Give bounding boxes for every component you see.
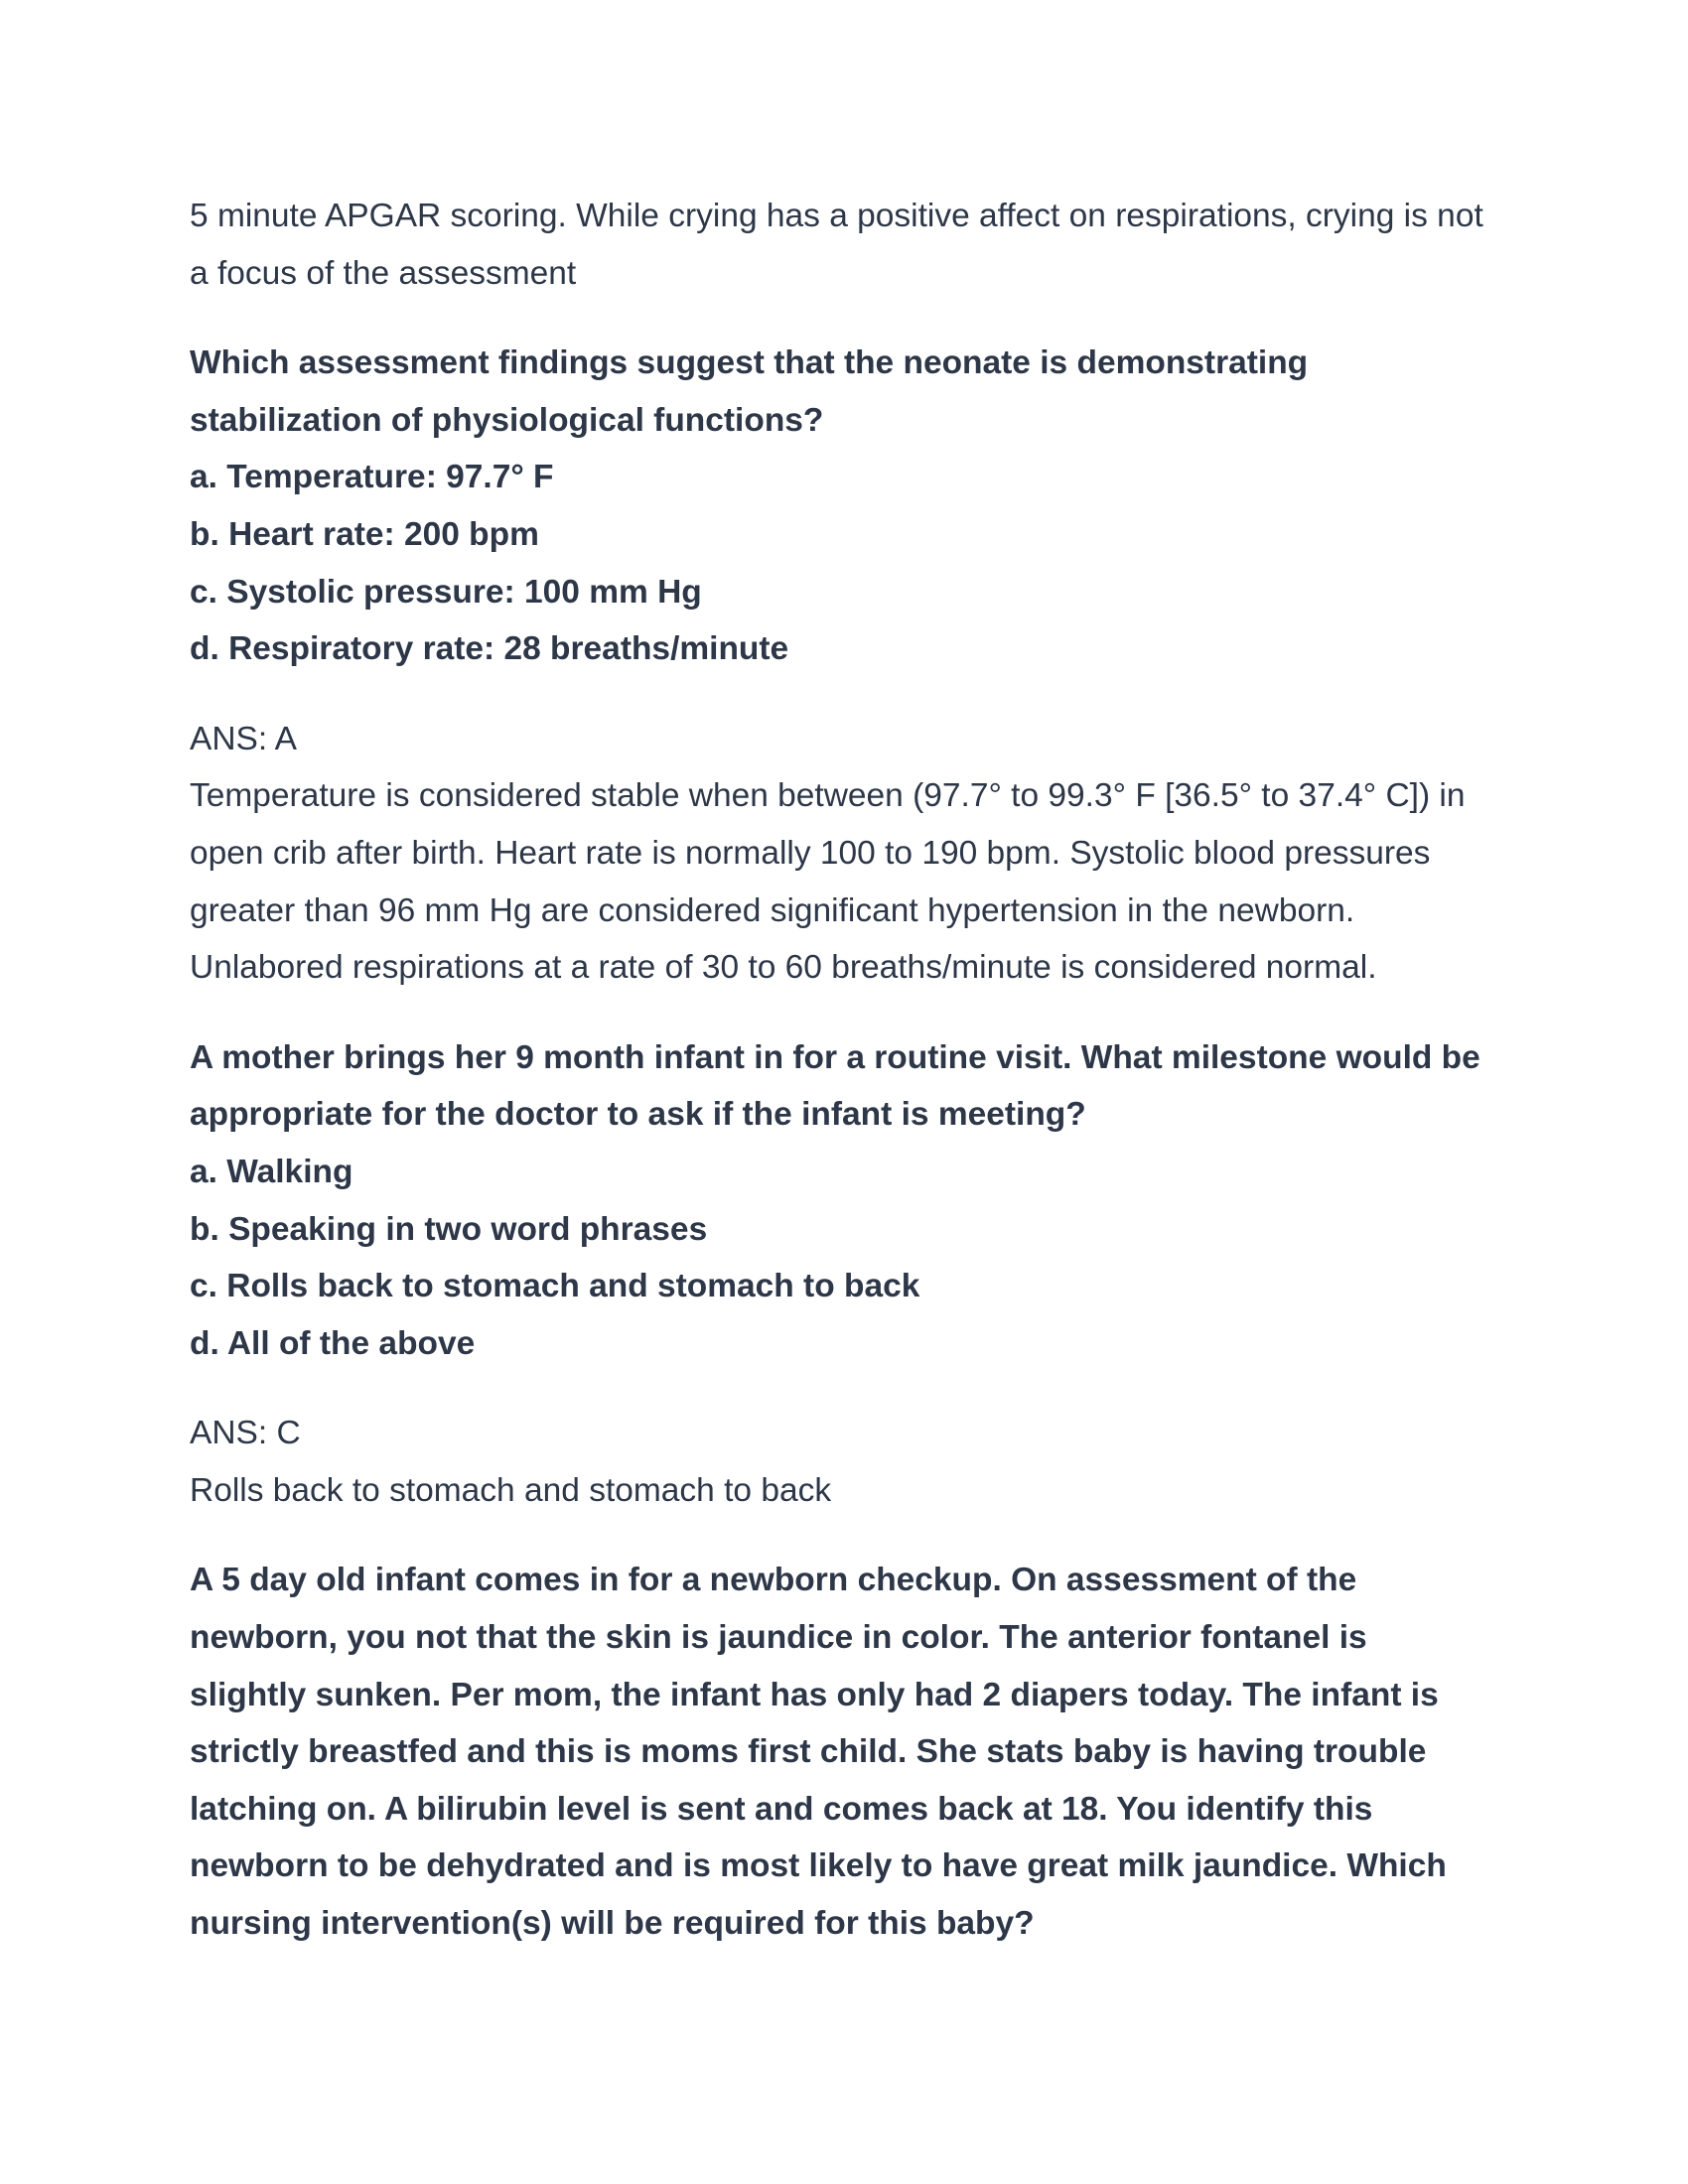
question-block-jaundice <box>190 1552 1549 1952</box>
question-text-line: newborn to be dehydrated and is most likely to have great milk jaundice. Which <box>190 1847 1447 1885</box>
answer-block-milestone <box>190 1405 1549 1519</box>
question-block-stabilization <box>190 335 1549 678</box>
answer-label: ANS: C <box>190 1415 301 1452</box>
rationale-text-line: Temperature is considered stable when between (97.7° to 99.3° F [36.5° to 37.4° C]) in <box>190 777 1466 815</box>
rationale-text-line: greater than 96 mm Hg are considered significant hypertension in the newborn. <box>190 891 1355 929</box>
option-b: b. Speaking in two word phrases <box>190 1210 708 1248</box>
rationale-text-line: open crib after birth. Heart rate is normally 100 to 190 bpm. Systolic blood pressures <box>190 834 1431 872</box>
question-text-line: nursing intervention(s) will be required for this baby? <box>190 1905 1035 1943</box>
question-text-line: stabilization of physiological functions? <box>190 401 824 439</box>
paragraph-apgar-rationale <box>190 188 1549 302</box>
text-line: 5 minute APGAR scoring. While crying has a positive affect on respirations, crying is not <box>190 198 1483 234</box>
option-d: d. All of the above <box>190 1324 476 1362</box>
option-c: c. Systolic pressure: 100 mm Hg <box>190 573 702 611</box>
question-text-line: latching on. A bilirubin level is sent and comes back at 18. You identify this <box>190 1790 1373 1828</box>
question-block-milestone <box>190 1029 1549 1373</box>
question-text-line: A mother brings her 9 month infant in for a routine visit. What milestone would be <box>190 1038 1480 1076</box>
option-b: b. Heart rate: 200 bpm <box>190 515 539 553</box>
option-a: a. Temperature: 97.7° F <box>190 459 554 496</box>
rationale-text-line: Rolls back to stomach and stomach to back <box>190 1471 832 1509</box>
text-line: a focus of the assessment <box>190 254 577 292</box>
question-text-line: appropriate for the doctor to ask if the infant is meeting? <box>190 1096 1086 1134</box>
answer-label: ANS: A <box>190 720 297 757</box>
option-a: a. Walking <box>190 1153 353 1190</box>
question-text-line: A 5 day old infant comes in for a newborn checkup. On assessment of the <box>190 1562 1357 1599</box>
question-text-line: strictly breastfed and this is moms first child. She stats baby is having trouble <box>190 1733 1427 1771</box>
question-text-line: slightly sunken. Per mom, the infant has only had 2 diapers today. The infant is <box>190 1676 1439 1713</box>
option-d: d. Respiratory rate: 28 breaths/minute <box>190 630 789 668</box>
option-c: c. Rolls back to stomach and stomach to back <box>190 1268 920 1305</box>
question-text-line: Which assessment findings suggest that the neonate is demonstrating <box>190 344 1309 382</box>
answer-block-stabilization <box>190 711 1549 997</box>
question-text-line: newborn, you not that the skin is jaundice in color. The anterior fontanel is <box>190 1619 1367 1657</box>
rationale-text-line: Unlabored respirations at a rate of 30 to 60 breaths/minute is considered normal. <box>190 949 1377 987</box>
